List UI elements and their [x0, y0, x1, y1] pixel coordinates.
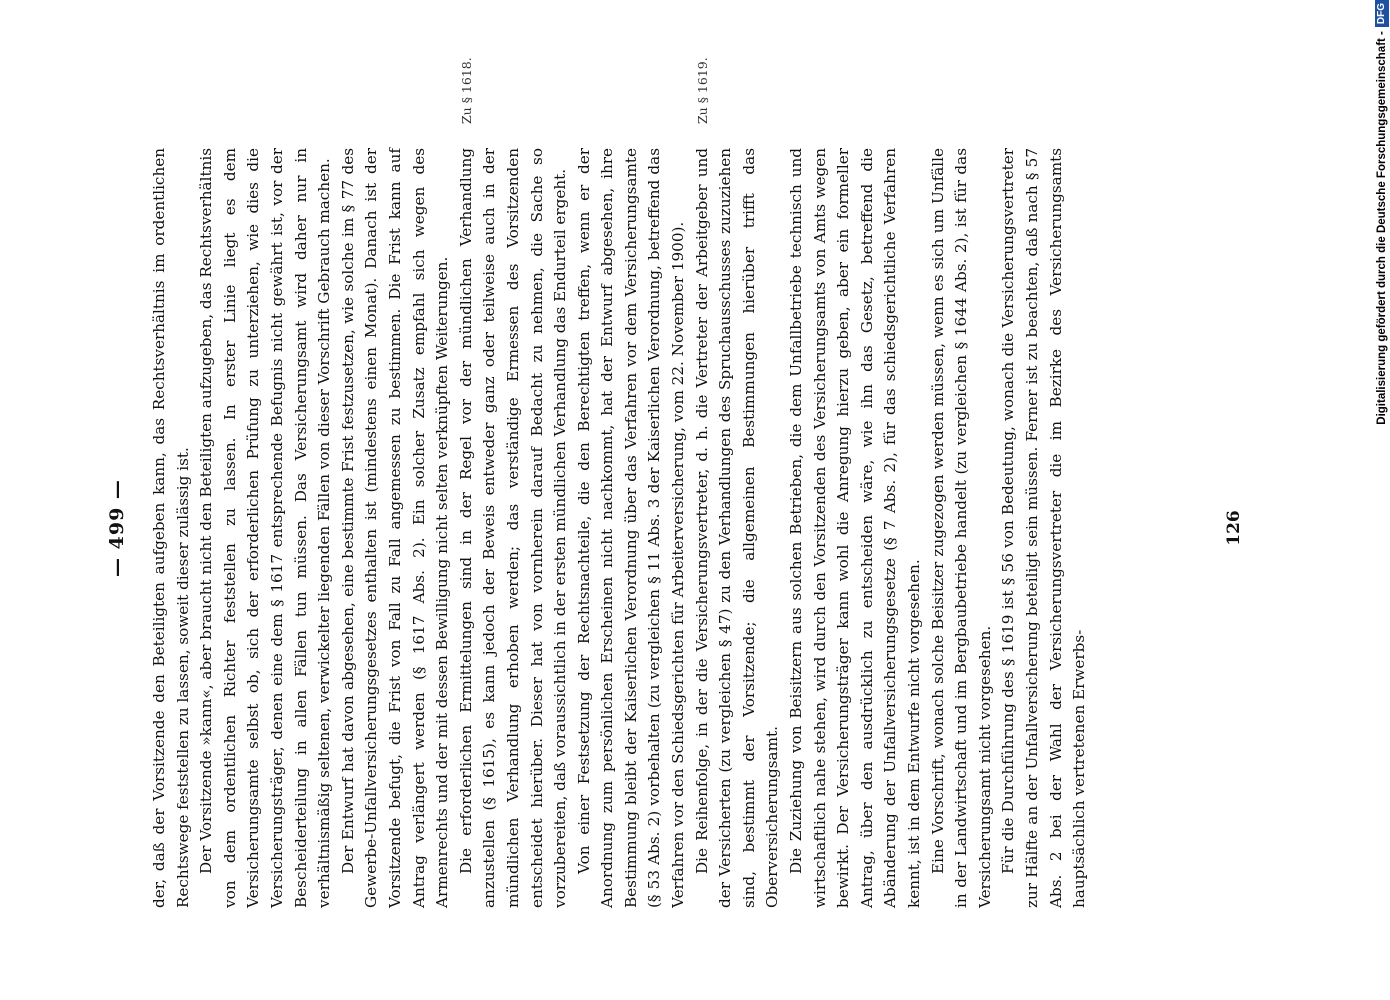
paragraph-1619-1: Die Reihenfolge, in der die Versicherungsvertreter, d. h. die Vertreter der Arbeitgeber und der Versicherten (zu vergleichen § 47) zu den Verhandlungen des Spruchausschusses zuzuziehen sind, bestimmt der Vorsitzende; die allgemeinen Bestimmungen hierüber trifft das Oberversicherungsamt.	[692, 148, 782, 908]
paragraph-1618-2: Von einer Festsetzung der Rechtsnachteile, die den Berechtigten treffen, wenn er der Anordnung zum persönlichen Erscheinen nicht nachkommt, hat der Entwurf abgesehen, ihre Bestimmung bleibt der Kaiserlichen Verordnung über das Verfahren vor dem Versicherungsamte (§ 53 Abs. 2) vorbehalten (zu vergleichen § 11 Abs. 3 der Kaiserlichen Verordnung, betreffend das Verfahren vor den Schiedsgerichten für Arbeiterversicherung, vom 22. November 1900).	[574, 148, 688, 908]
margin-note-1618: Zu § 1618.	[458, 57, 474, 124]
paragraph-1619-2: Die Zuziehung von Beisitzern aus solchen Betrieben, die dem Unfallbetriebe technisch und wirtschaftlich nahe stehen, wird durch den Vorsitzenden des Versicherungsamts von Amts wegen bewirkt. Der Versicherungsträger kann wohl die Anregung hierzu geben, aber ein formeller Antrag, über den ausdrücklich zu entscheiden wäre, wie ihn das Gesetz, betreffend die Abänderung der Unfallversicherungsgesetze (§ 7 Abs. 2), für das schiedsgerichtliche Verfahren kennt, ist in dem Entwurfe nicht vorgesehen.	[787, 148, 923, 908]
page-body	[148, 57, 1092, 908]
digitization-credit-text: Digitalisierung gefördert durch die Deutsche Forschungsgemeinschaft -	[1376, 31, 1388, 425]
digitization-credit	[1374, 0, 1390, 990]
paragraph-intro-1: der, daß der Vorsitzende den Beteiligten aufgeben kann, das Rechtsverhältnis im ordentlichen Rechtswege feststellen zu lassen, soweit dieser zulässig ist.	[150, 148, 192, 908]
paragraph-intro-2: Der Vorsitzende »kann«, aber braucht nicht den Beteiligten aufzugeben, das Rechtsverhältnis von dem ordentlichen Richter feststellen zu lassen. In erster Linie liegt es dem Versicherungsamte selbst ob, sich der erforderlichen Prüfung zu unterziehen, wie dies die Versicherungsträger, denen eine dem § 1617 entsprechende Befugnis nicht gewährt ist, vor der Bescheiderteilung in allen Fällen tun müssen. Das Versicherungsamt wird daher nur in verhältnismäßig seltenen, verwickelter liegenden Fällen von dieser Vorschrift Gebrauch machen.	[197, 148, 334, 908]
paragraph-1619-4: Für die Durchführung des § 1619 ist § 56 von Bedeutung, wonach die Versicherungsvertreter zur Hälfte an der Unfallversicherung beteiligt sein müssen. Ferner ist zu beachten, daß nach § 57 Abs. 2 bei der Wahl der Versicherungsvertreter die im Bezirke des Versicherungsamts hauptsächlich vertretenen Erwerbs-	[999, 148, 1089, 908]
dfg-logo: DFG	[1375, 0, 1389, 27]
section-1619	[691, 57, 1092, 908]
page-number-header: — 499 —	[106, 479, 128, 577]
paragraph-1618-1: Die erforderlichen Ermittelungen sind in der Regel vor der mündlichen Verhandlung anzustellen (§ 1615), es kann jedoch der Beweis entweder ganz oder teilweise auch in der mündlichen Verhandlung erhoben werden; das verständige Ermessen des Vorsitzenden entscheidet hierüber. Dieser hat von vornherein darauf Bedacht zu nehmen, die Sache so vorzubereiten, daß voraussichtlich in der ersten mündlichen Verhandlung das Endurteil ergeht.	[456, 148, 570, 908]
rotated-book-page	[106, 57, 1256, 908]
sheet-number-footer: 126	[1224, 510, 1244, 546]
paragraph-1619-3: Eine Vorschrift, wonach solche Beisitzer zugezogen werden müssen, wenn es sich um Unfälle in der Landwirtschaft und im Bergbaubetriebe handelt (zu vergleichen § 1644 Abs. 2), ist für das Versicherungsamt nicht vorgesehen.	[928, 148, 994, 908]
paragraph-intro-3: Der Entwurf hat davon abgesehen, eine bestimmte Frist festzusetzen, wie solche im § 77 des Gewerbe-Unfallversicherungsgesetzes enthalten ist (mindestens einen Monat). Danach ist der Vorsitzende befugt, die Frist von Fall zu Fall angemessen zu bestimmen. Die Frist kann auf Antrag verlängert werden (§ 1617 Abs. 2). Ein solcher Zusatz empfahl sich wegen des Armenrechts und der mit dessen Bewilligung nicht selten verknüpften Weiterungen.	[338, 148, 452, 908]
margin-note-1619: Zu § 1619.	[694, 57, 710, 124]
section-1618	[455, 57, 691, 908]
